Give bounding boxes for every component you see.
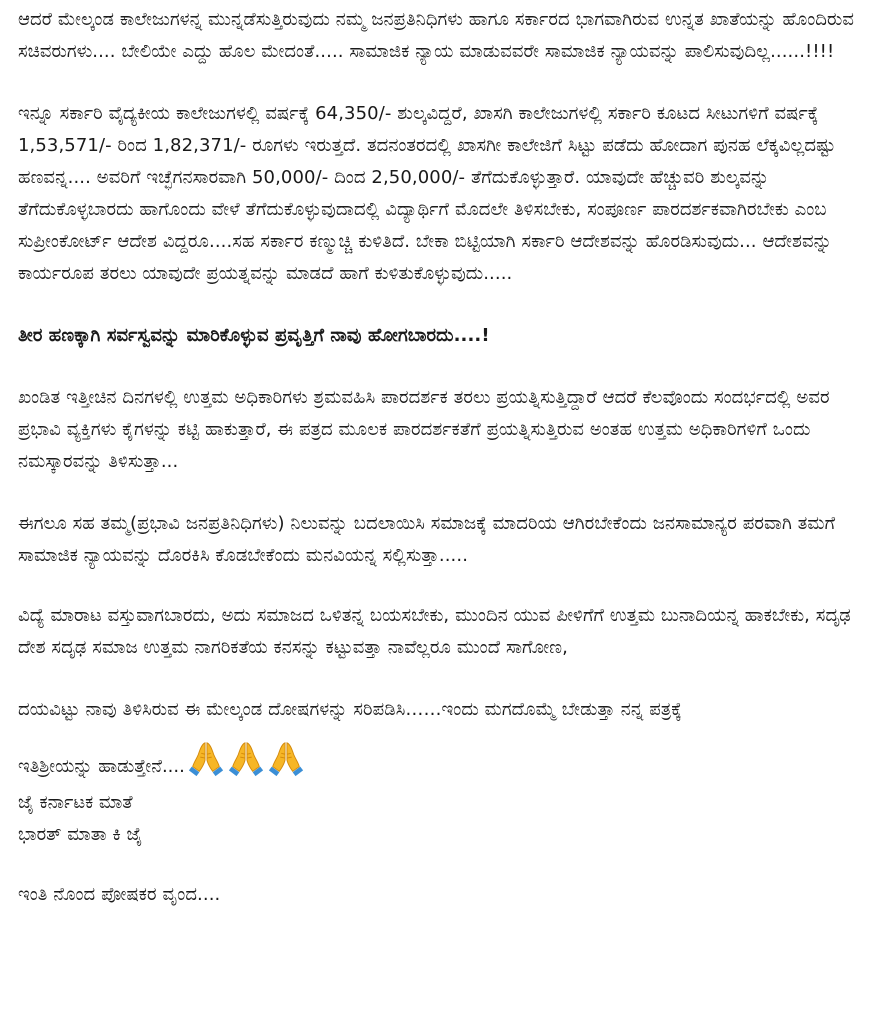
closing-block [18, 740, 869, 851]
folded-hands-icon [227, 740, 265, 778]
closing-line-conclude [18, 740, 869, 787]
paragraph-fee-structure: ಇನ್ನೂ ಸರ್ಕಾರಿ ವೈದ್ಯಕೀಯ ಕಾಲೇಜುಗಳಲ್ಲಿ ವರ್ಷಕ್ಕೆ 64,350/- ಶುಲ್ಕವಿದ್ದರೆ, ಖಾಸಗಿ ಕಾಲೇಜುಗಳಲ್ಲಿ ಸರ್ಕಾರಿ ಕೂಟದ ಸೀಟುಗಳಿಗೆ ವರ್ಷಕ್ಕೆ 1,53,571/- ರಿಂದ 1,82,371/- ರೂಗಳು ಇರುತ್ತದೆ. ತದನಂತರದಲ್ಲಿ ಖಾಸಗೀ ಕಾಲೇಜಿಗೆ ಸಿಟ್ಟು ಪಡೆದು ಹೋದಾಗ ಪುನಹ ಲೆಕ್ಕವಿಲ್ಲದಷ್ಟು ಹಣವನ್ನ.... ಅವರಿಗೆ ಇಚ್ಛೆಗನಸಾರವಾಗಿ 50,000/- ದಿಂದ 2,50,000/- ತೆಗೆದುಕೊಳ್ಳುತ್ತಾರೆ. ಯಾವುದೇ ಹೆಚ್ಚುವರಿ ಶುಲ್ಕವನ್ನು ತೆಗೆದುಕೊಳ್ಳಬಾರದು ಹಾಗೊಂದು ವೇಳೆ ತೆಗೆದುಕೊಳ್ಳುವುದಾದಲ್ಲಿ ವಿದ್ಯಾರ್ಥಿಗೆ ಮೊದಲೇ ತಿಳಿಸಬೇಕು, ಸಂಪೂರ್ಣ ಪಾರದರ್ಶಕವಾಗಿರಬೇಕು ಎಂಬ ಸುಪ್ರೀಂಕೋರ್ಟ್ ಆದೇಶ ವಿದ್ದರೂ....ಸಹ ಸರ್ಕಾರ ಕಣ್ಮುಚ್ಚಿ ಕುಳಿತಿದೆ. ಬೇಕಾ ಬಿಟ್ಟಿಯಾಗಿ ಸರ್ಕಾರಿ ಆದೇಶವನ್ನು ಹೊರಡಿಸುವುದು... ಆದೇಶವನ್ನು ಕಾರ್ಯರೂಪ ತರಲು ಯಾವುದೇ ಪ್ರಯತ್ನವನ್ನು ಮಾಡದೆ ಹಾಗೆ ಕುಳಿತುಕೊಳ್ಳುವುದು..... [18, 103, 836, 284]
paragraph-bold-appeal: ತೀರ ಹಣಕ್ಕಾಗಿ ಸರ್ವಸ್ವವನ್ನು ಮಾರಿಕೊಳ್ಳುವ ಪ್ರವೃತ್ತಿಗೆ ನಾವು ಹೋಗಬಾರದು....! [18, 325, 490, 346]
emoji-row [185, 756, 305, 777]
closing-line-jai-karnataka: ಜೈ ಕರ್ನಾಟಕ ಮಾತೆ [18, 792, 133, 813]
closing-line-bharat-mata: ಭಾರತ್ ಮಾತಾ ಕಿ ಜೈ [18, 824, 143, 845]
paragraph-request-representatives: ಈಗಲೂ ಸಹ ತಮ್ಮ(ಪ್ರಭಾವಿ ಜನಪ್ರತಿನಿಧಿಗಳು) ನಿಲುವನ್ನು ಬದಲಾಯಿಸಿ ಸಮಾಜಕ್ಕೆ ಮಾದರಿಯ ಆಗಿರಬೇಕೆಂದು ಜನಸಾಮಾನ್ಯರ ಪರವಾಗಿ ತಮಗೆ ಸಾಮಾಜಿಕ ನ್ಯಾಯವನ್ನು ದೊರಕಿಸಿ ಕೊಡಬೇಕೆಂದು ಮನವಿಯನ್ನ ಸಲ್ಲಿಸುತ್ತಾ..... [18, 513, 836, 566]
paragraph-colleges-ministers: ಆದರೆ ಮೇಲ್ಕಂಡ ಕಾಲೇಜುಗಳನ್ನ ಮುನ್ನಡೆಸುತ್ತಿರುವುದು ನಮ್ಮ ಜನಪ್ರತಿನಿಧಿಗಳು ಹಾಗೂ ಸರ್ಕಾರದ ಭಾಗವಾಗಿರುವ ಉನ್ನತ ಖಾತೆಯನ್ನು ಹೊಂದಿರುವ ಸಚಿವರುಗಳು.... ಬೇಲಿಯೇ ಎದ್ದು ಹೊಲ ಮೇದಂತೆ..... ಸಾಮಾಜಿಕ ನ್ಯಾಯ ಮಾಡುವವರೇ ಸಾಮಾಜಿಕ ನ್ಯಾಯವನ್ನು ಪಾಲಿಸುವುದಿಲ್ಲ......!!!! [18, 9, 855, 62]
paragraph-good-officers: ಖಂಡಿತ ಇತ್ತೀಚಿನ ದಿನಗಳಲ್ಲಿ ಉತ್ತಮ ಅಧಿಕಾರಿಗಳು ಶ್ರಮವಹಿಸಿ ಪಾರದರ್ಶಕ ತರಲು ಪ್ರಯತ್ನಿಸುತ್ತಿದ್ದಾರೆ ಆದರೆ ಕೆಲವೊಂದು ಸಂದರ್ಭದಲ್ಲಿ ಅವರ ಪ್ರಭಾವಿ ವ್ಯಕ್ತಿಗಳು ಕೈಗಳನ್ನು ಕಟ್ಟಿ ಹಾಕುತ್ತಾರೆ, ಈ ಪತ್ರದ ಮೂಲಕ ಪಾರದರ್ಶಕತೆಗೆ ಪ್ರಯತ್ನಿಸುತ್ತಿರುವ ಅಂತಹ ಉತ್ತಮ ಅಧಿಕಾರಿಗಳಿಗೆ ಒಂದು ನಮಸ್ಕಾರವನ್ನು ತಿಳಿಸುತ್ತಾ... [18, 387, 830, 472]
paragraph-correct-flaws: ದಯವಿಟ್ಟು ನಾವು ತಿಳಿಸಿರುವ ಈ ಮೇಲ್ಕಂಡ ದೋಷಗಳನ್ನು ಸರಿಪಡಿಸಿ……ಇಂದು ಮಗದೊಮ್ಮೆ ಬೇಡುತ್ತಾ ನನ್ನ ಪತ್ರಕ್ಕೆ [18, 699, 682, 720]
folded-hands-icon [267, 740, 305, 778]
signoff: ಇಂತಿ ನೊಂದ ಪೋಷಕರ ವೃಂದ.... [18, 884, 221, 905]
folded-hands-icon [187, 740, 225, 778]
closing-line-text: ಇತಿಶ್ರೀಯನ್ನು ಹಾಡುತ್ತೇನೆ.... [18, 756, 185, 777]
paragraph-education-not-sale: ವಿದ್ಯೆ ಮಾರಾಟ ವಸ್ತುವಾಗಬಾರದು, ಅದು ಸಮಾಜದ ಒಳಿತನ್ನ ಬಯಸಬೇಕು, ಮುಂದಿನ ಯುವ ಪೀಳಿಗೆಗೆ ಉತ್ತಮ ಬುನಾದಿಯನ್ನ ಹಾಕಬೇಕು, ಸದೃಢ ದೇಶ ಸದೃಢ ಸಮಾಜ ಉತ್ತಮ ನಾಗರಿಕತೆಯ ಕನಸನ್ನು ಕಟ್ಟುವತ್ತಾ ನಾವೆಲ್ಲರೂ ಮುಂದೆ ಸಾಗೋಣ, [18, 605, 851, 658]
